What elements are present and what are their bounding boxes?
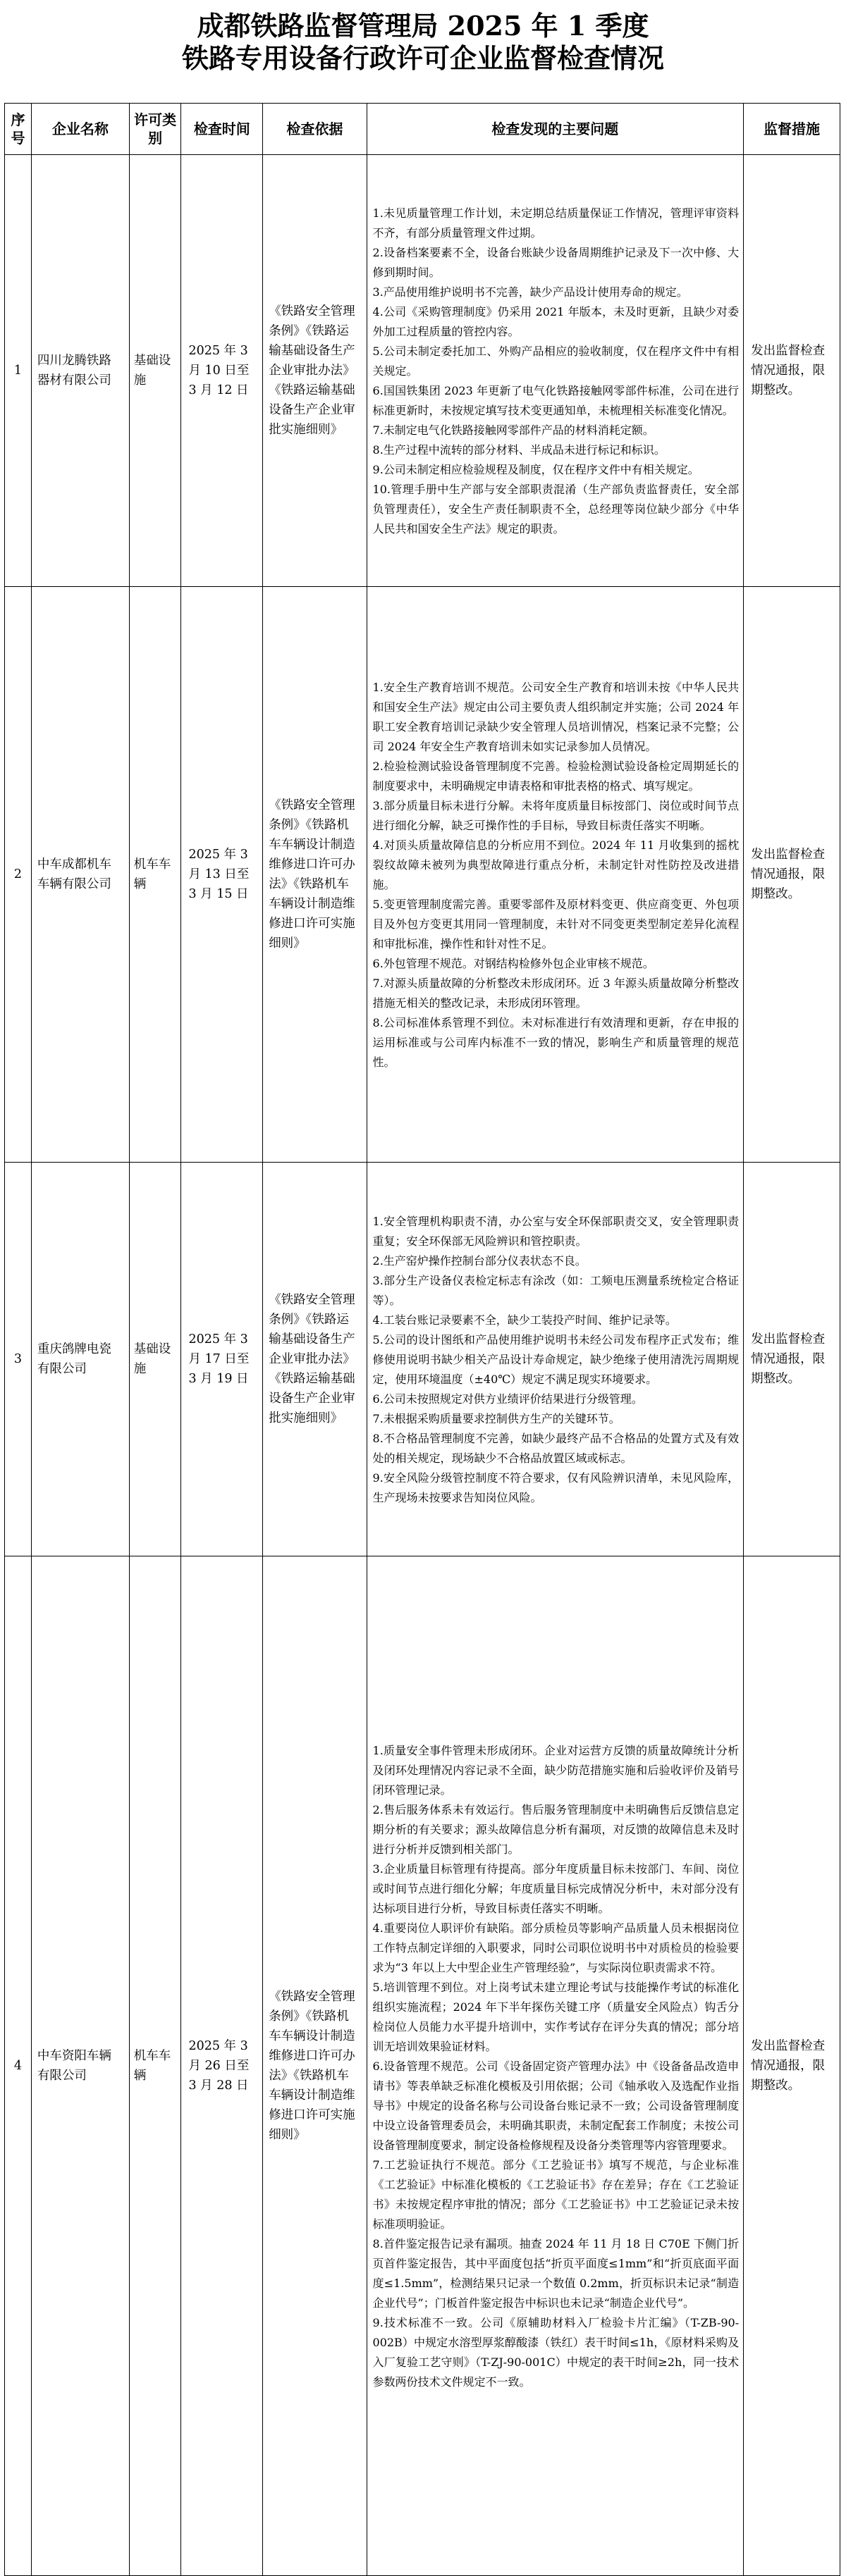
- issue-item: 1.质量安全事件管理未形成闭环。企业对运营方反馈的质量故障统计分析及闭环处理情况内容记录不全面，缺少防范措施实施和后验收评价及销号闭环管理记录。: [372, 1744, 740, 1797]
- issue-item: 3.产品使用维护说明书不完善，缺少产品设计使用寿命的规定。: [372, 285, 688, 299]
- issue-item: 10.管理手册中生产部与安全部职责混淆（生产部负责监督责任，安全部负管理责任），安全生产责任制职责不全，总经理等岗位缺少部分《中华人民共和国安全生产法》规定的职责。: [372, 483, 740, 535]
- issues-cell: [367, 587, 744, 1163]
- issue-item: 6.公司未按照规定对供方业绩评价结果进行分级管理。: [372, 1392, 643, 1406]
- header-issues: 检查发现的主要问题: [367, 104, 744, 155]
- issues-cell: [367, 1556, 744, 2576]
- header-no: 序号: [5, 104, 32, 155]
- issue-item: 6.国国铁集团 2023 年更新了电气化铁路接触网零部件标准，公司在进行标准更新时，未按规定填写技术变更通知单，未梳理相关标准变化情况。: [372, 384, 740, 417]
- row-number: 3: [5, 1163, 32, 1556]
- issue-item: 7.对源头质量故障的分析整改未形成闭环。近 3 年源头质量故障分析整改措施无相关的整改记录，未形成闭环管理。: [372, 977, 740, 1010]
- inspection-date: 2025 年 3 月 13 日至 3 月 15 日: [181, 587, 263, 1163]
- company-name: 四川龙腾铁路器材有限公司: [31, 155, 129, 587]
- header-measure: 监督措施: [744, 104, 840, 155]
- issue-item: 7.未根据采购质量要求控制供方生产的关键环节。: [372, 1412, 620, 1425]
- title-line-2: 铁路专用设备行政许可企业监督检查情况: [181, 42, 664, 74]
- issue-item: 7.工艺验证执行不规范。部分《工艺验证书》填写不规范，与企业标准《工艺验证》中标准化模板的《工艺验证书》存在差异；存在《工艺验证书》未按规定程序审批的情况；部分《工艺验证书》中工艺验证记录未按标准项明验证。: [372, 2158, 740, 2231]
- issue-item: 5.培训管理不到位。对上岗考试未建立理论考试与技能操作考试的标准化组织实施流程；2024 年下半年探伤关键工序（质量安全风险点）钩舌分检岗位人员能力水平提升培训中，实作考试存在评分失真的情况；部分培训无培训效果验证材料。: [372, 1981, 740, 2053]
- issue-item: 9.公司未制定相应检验规程及制度，仅在程序文件中有相关规定。: [372, 463, 699, 476]
- inspection-table: [4, 103, 840, 2576]
- issue-item: 1.未见质量管理工作计划，未定期总结质量保证工作情况，管理评审资料不齐，有部分质量管理文件过期。: [372, 206, 740, 240]
- row-number: 1: [5, 155, 32, 587]
- company-name: 中车成都机车车辆有限公司: [31, 587, 129, 1163]
- issue-item: 8.首件鉴定报告记录有漏项。抽查 2024 年 11 月 18 日 C70E 下侧门折页首件鉴定报告，其中平面度包括“折页平面度≤1mm”和“折页底面平面度≤1.5mm”，检测结果只记录一个数值 0.2mm，折页标识未记录“制造企业代号”；门板首件鉴定报告中标识也未记录“制造企业代号”。: [372, 2237, 740, 2310]
- inspection-date: 2025 年 3 月 10 日至 3 月 12 日: [181, 155, 263, 587]
- issue-item: 4.重要岗位人职评价有缺陷。部分质检员等影响产品质量人员未根据岗位工作特点制定详细的入职要求，同时公司职位说明书中对质检员的检验要求为“3 年以上大中型企业生产管理经验”，与实际岗位职责需求不符。: [372, 1921, 740, 1974]
- issue-item: 6.设备管理不规范。公司《设备固定资产管理办法》中《设备备品改造申请书》等表单缺乏标准化模板及引用依据；公司《轴承收入及选配作业指导书》中规定的设备名称与公司设备台账记录不一致；公司设备管理制度中设立设备管理委员会，未明确其职责，未制定配套工作制度；未按公司设备管理制度要求，制定设备检修规程及设备分类管理等内容管理要求。: [372, 2060, 740, 2152]
- table-row: [5, 155, 840, 587]
- company-name: 中车资阳车辆有限公司: [31, 1556, 129, 2576]
- issue-item: 4.公司《采购管理制度》仍采用 2021 年版本，未及时更新，且缺少对委外加工过程质量的管控内容。: [372, 305, 740, 338]
- table-row: [5, 1163, 840, 1556]
- issue-item: 7.未制定电气化铁路接触网零部件产品的材料消耗定额。: [372, 423, 654, 437]
- header-category: 许可类别: [129, 104, 181, 155]
- table-header-row: [5, 104, 840, 155]
- issue-item: 5.公司的设计图纸和产品使用维护说明书未经公司发布程序正式发布；维修使用说明书缺少相关产品设计寿命规定，缺少绝缘子使用清洗污周期规定，使用环境温度（±40℃）规定不满足现实环境要求。: [372, 1333, 740, 1386]
- issue-item: 2.售后服务体系未有效运行。售后服务管理制度中未明确售后反馈信息定期分析的有关要求；源头故障信息分析有漏项，对反馈的故障信息未及时进行分析并反馈到相关部门。: [372, 1803, 740, 1856]
- issues-cell: [367, 1163, 744, 1556]
- document-title: [0, 0, 846, 75]
- issue-item: 9.安全风险分级管控制度不符合要求，仅有风险辨识清单，未见风险库，生产现场未按要求告知岗位风险。: [372, 1471, 740, 1504]
- issue-item: 5.变更管理制度需完善。重要零部件及原材料变更、供应商变更、外包项目及外包方变更其用同一管理制度，未针对不同变更类型制定差异化流程和审批标准，操作性和针对性不足。: [372, 898, 740, 950]
- inspection-basis: 《铁路安全管理条例》《铁路机车车辆设计制造维修进口许可办法》《铁路机车车辆设计制造维修进口许可实施细则》: [263, 1556, 367, 2576]
- row-number: 4: [5, 1556, 32, 2576]
- inspection-basis: 《铁路安全管理条例》《铁路机车车辆设计制造维修进口许可办法》《铁路机车车辆设计制造维修进口许可实施细则》: [263, 587, 367, 1163]
- company-name: 重庆鸽牌电瓷有限公司: [31, 1163, 129, 1556]
- issue-item: 8.不合格品管理制度不完善，如缺少最终产品不合格品的处置方式及有效处的相关规定，现场缺少不合格品放置区域或标志。: [372, 1432, 740, 1465]
- issue-item: 3.部分质量目标未进行分解。未将年度质量目标按部门、岗位或时间节点进行细化分解，缺乏可操作性的手目标，导致目标责任落实不明晰。: [372, 799, 740, 832]
- issue-item: 4.对顶头质量故障信息的分析应用不到位。2024 年 11 月收集到的摇枕裂纹故障未被列为典型故障进行重点分析，未制定针对性防控及改进措施。: [372, 838, 740, 891]
- issue-item: 8.生产过程中流转的部分材料、半成品未进行标记和标识。: [372, 443, 666, 457]
- supervision-measure: 发出监督检查情况通报，限期整改。: [744, 1556, 840, 2576]
- supervision-measure: 发出监督检查情况通报，限期整改。: [744, 155, 840, 587]
- issue-item: 2.设备档案要素不全，设备台账缺少设备周期维护记录及下一次中修、大修到期时间。: [372, 246, 740, 279]
- issue-item: 1.安全管理机构职责不清，办公室与安全环保部职责交叉，安全管理职责重复；安全环保部无风险辨识和管控职责。: [372, 1215, 740, 1248]
- header-date: 检查时间: [181, 104, 263, 155]
- issue-item: 2.检验检测试验设备管理制度不完善。检验检测试验设备检定周期延长的制度要求中，未明确规定申请表格和审批表格的格式、填写规定。: [372, 760, 740, 793]
- header-company: 企业名称: [31, 104, 129, 155]
- issue-item: 3.部分生产设备仪表检定标志有涂改（如：工频电压测量系统检定合格证等）。: [372, 1274, 740, 1307]
- issue-item: 8.公司标准体系管理不到位。未对标准进行有效清理和更新，存在申报的运用标准或与公司库内标准不一致的情况，影响生产和质量管理的规范性。: [372, 1016, 740, 1069]
- issue-item: 1.安全生产教育培训不规范。公司安全生产教育和培训未按《中华人民共和国安全生产法》规定由公司主要负责人组织制定并实施；公司 2024 年职工安全教育培训记录缺少安全管理人员培训情况，档案记录不完整；公司 2024 年安全生产教育培训未如实记录参加人员情况。: [372, 681, 740, 753]
- issue-item: 2.生产窑炉操作控制台部分仪表状态不良。: [372, 1254, 587, 1268]
- issue-item: 5.公司未制定委托加工、外购产品相应的验收制度，仅在程序文件中有相关规定。: [372, 345, 740, 378]
- supervision-measure: 发出监督检查情况通报，限期整改。: [744, 587, 840, 1163]
- supervision-measure: 发出监督检查情况通报，限期整改。: [744, 1163, 840, 1556]
- license-category: 机车车辆: [129, 1556, 181, 2576]
- table-row: [5, 587, 840, 1163]
- row-number: 2: [5, 587, 32, 1163]
- inspection-basis: 《铁路安全管理条例》《铁路运输基础设备生产企业审批办法》《铁路运输基础设备生产企业审批实施细则》: [263, 155, 367, 587]
- inspection-basis: 《铁路安全管理条例》《铁路运输基础设备生产企业审批办法》《铁路运输基础设备生产企业审批实施细则》: [263, 1163, 367, 1556]
- inspection-date: 2025 年 3 月 17 日至 3 月 19 日: [181, 1163, 263, 1556]
- license-category: 机车车辆: [129, 587, 181, 1163]
- table-row: [5, 1556, 840, 2576]
- title-line-1: 成都铁路监督管理局 2025 年 1 季度: [197, 10, 649, 42]
- license-category: 基础设施: [129, 155, 181, 587]
- issue-item: 4.工装台账记录要素不全，缺少工装投产时间、维护记录等。: [372, 1313, 677, 1327]
- issue-item: 6.外包管理不规范。对钢结构检修外包企业审核不规范。: [372, 957, 654, 970]
- issue-item: 9.技术标准不一致。公司《原辅助材料入厂检验卡片汇编》（T-ZB-90-002B）中规定水溶型厚浆醇酸漆（铁红）表干时间≤1h，《原材料采购及入厂复验工艺守则》（T-ZJ-90-001C）中规定的表干时间≥2h，同一技术参数两份技术文件规定不一致。: [372, 2316, 740, 2389]
- issues-cell: [367, 155, 744, 587]
- license-category: 基础设施: [129, 1163, 181, 1556]
- issue-item: 3.企业质量目标管理有待提高。部分年度质量目标未按部门、车间、岗位或时间节点进行细化分解；年度质量目标完成情况分析中，未对部分没有达标项目进行分析，导致目标责任落实不明晰。: [372, 1862, 740, 1915]
- inspection-date: 2025 年 3 月 26 日至 3 月 28 日: [181, 1556, 263, 2576]
- header-basis: 检查依据: [263, 104, 367, 155]
